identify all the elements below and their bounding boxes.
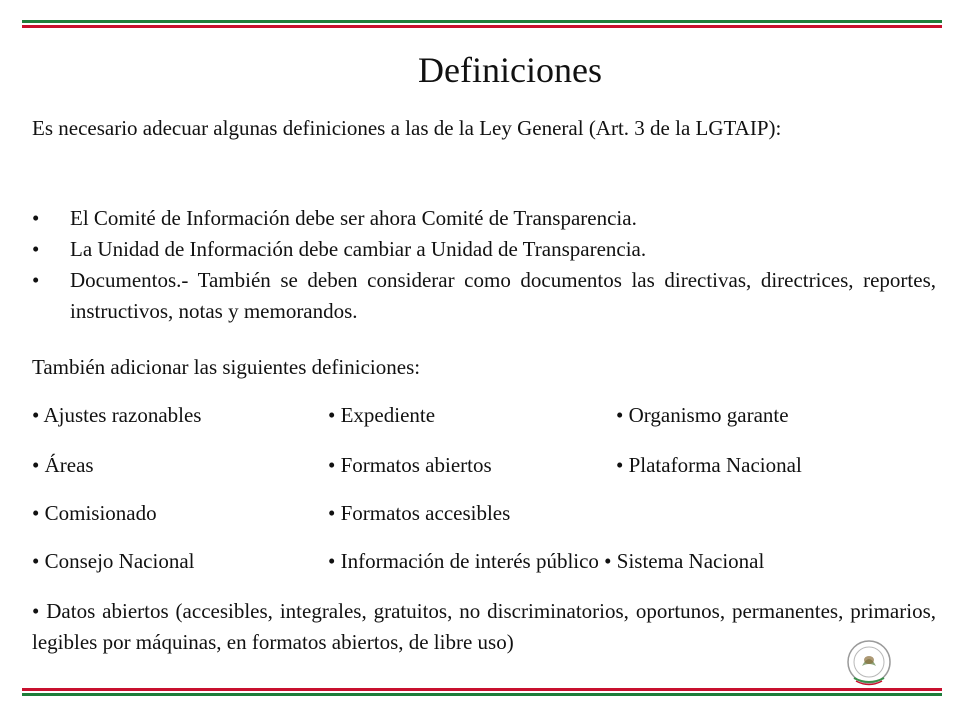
datos-abiertos-paragraph: • Datos abiertos (accesibles, integrales, gratuitos, no discriminatorios, oportunos, permanentes, primarios, legibles por máquinas, en formatos abiertos, de libre uso) xyxy=(32,599,936,654)
list-item-text: La Unidad de Información debe cambiar a Unidad de Transparencia. xyxy=(70,237,647,261)
definition-item: • Formatos abiertos xyxy=(328,453,492,477)
definition-item: • Expediente xyxy=(328,403,436,427)
definition-item: • Formatos accesibles xyxy=(328,501,511,525)
bottom-tricolor-stripes xyxy=(22,688,942,696)
top-tricolor-stripes xyxy=(22,20,942,28)
definition-item: • Información de interés público • Sistema Nacional xyxy=(328,549,765,573)
definitions-row xyxy=(32,498,936,529)
list-item xyxy=(32,265,936,327)
definition-item: • Plataforma Nacional xyxy=(616,453,802,477)
bullet-dot: • xyxy=(32,268,40,292)
page-title: Definiciones xyxy=(418,50,602,90)
additional-definitions-label: También adicionar las siguientes definiciones: xyxy=(32,355,421,379)
definition-item: • Áreas xyxy=(32,453,94,477)
bullet-list xyxy=(32,203,936,327)
bullet-dot: • xyxy=(32,237,40,261)
intro-paragraph: Es necesario adecuar algunas definiciones a las de la Ley General (Art. 3 de la LGTAIP): xyxy=(32,116,782,140)
list-item-text: El Comité de Información debe ser ahora Comité de Transparencia. xyxy=(70,206,637,230)
senado-seal-icon xyxy=(838,638,900,688)
bullet-dot: • xyxy=(32,206,40,230)
definitions-row xyxy=(32,450,936,481)
definitions-row xyxy=(32,546,936,577)
definitions-row xyxy=(32,400,936,431)
list-item xyxy=(32,203,936,234)
definition-item: • Organismo garante xyxy=(616,403,789,427)
list-item-text: Documentos.- También se deben considerar como documentos las directivas, directrices, reportes, instructivos, notas y memorandos. xyxy=(70,268,936,323)
list-item xyxy=(32,234,936,265)
definition-item: • Ajustes razonables xyxy=(32,403,202,427)
definition-item: • Comisionado xyxy=(32,501,157,525)
definition-item: • Consejo Nacional xyxy=(32,549,195,573)
